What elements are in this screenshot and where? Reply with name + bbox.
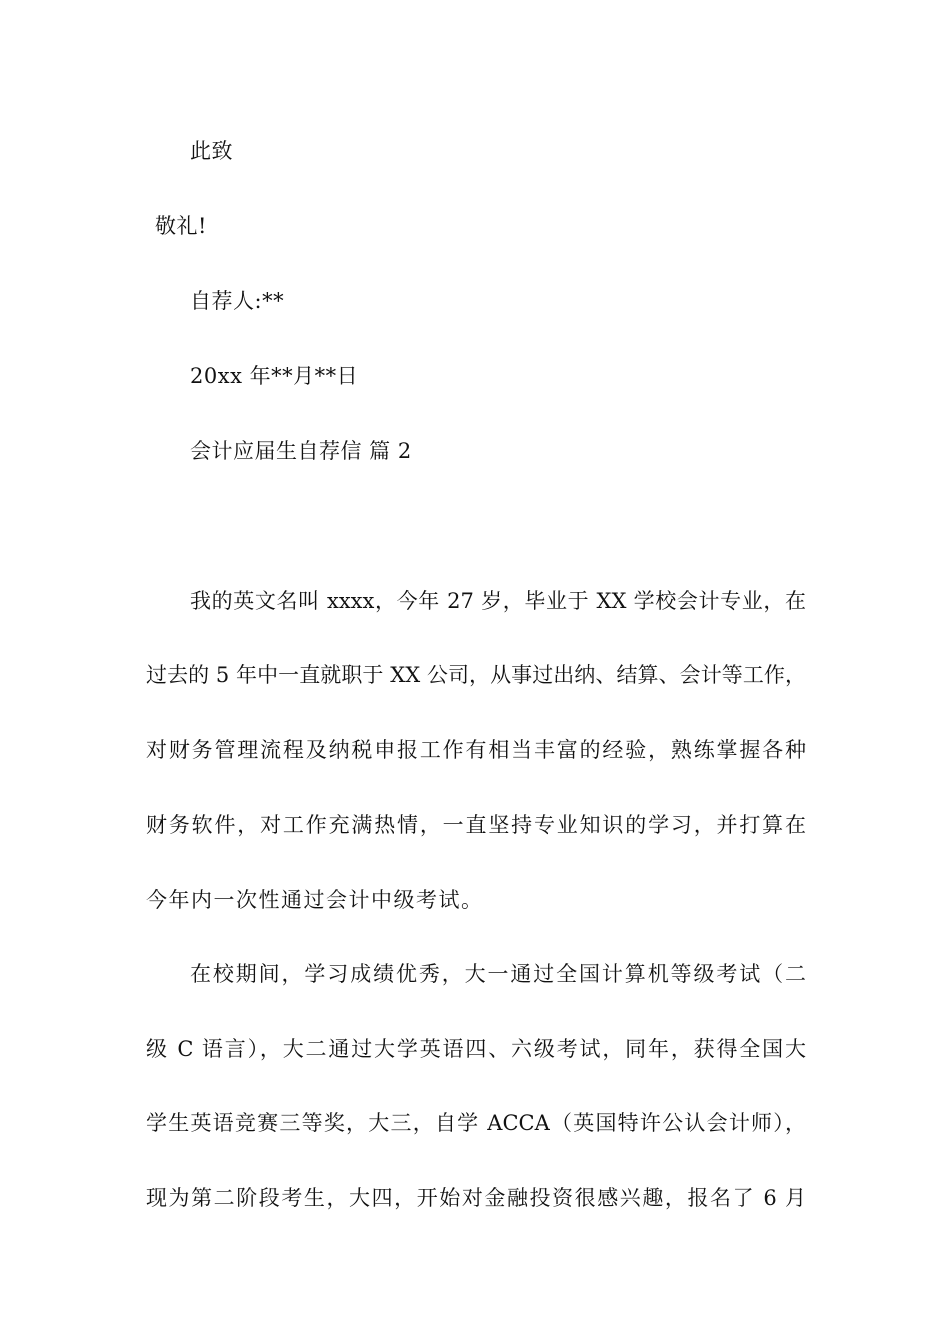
- paragraph-1-line-2: 过去的 5 年中一直就职于 XX 公司，从事过出纳、结算、会计等工作，: [146, 663, 806, 687]
- paragraph-1-line-5: 今年内一次性通过会计中级考试。: [146, 888, 484, 912]
- closing-respect: 敬礼!: [155, 214, 207, 238]
- paragraph-1-line-1: 我的英文名叫 xxxx，今年 27 岁，毕业于 XX 学校会计专业，在: [190, 589, 806, 613]
- paragraph-1-line-4: 财务软件，对工作充满热情，一直坚持专业知识的学习，并打算在: [146, 813, 806, 837]
- paragraph-2-line-2: 级 C 语言），大二通过大学英语四、六级考试，同年，获得全国大: [146, 1037, 806, 1061]
- date-line: 20xx 年**月**日: [190, 364, 359, 388]
- paragraph-2-line-1: 在校期间，学习成绩优秀，大一通过全国计算机等级考试（二: [190, 962, 806, 986]
- paragraph-1-line-3: 对财务管理流程及纳税申报工作有相当丰富的经验，熟练掌握各种: [146, 738, 806, 762]
- paragraph-2-line-4: 现为第二阶段考生，大四，开始对金融投资很感兴趣，报名了 6 月: [146, 1186, 806, 1210]
- paragraph-2-line-3: 学生英语竞赛三等奖，大三，自学 ACCA（英国特许公认会计师），: [146, 1111, 806, 1135]
- closing-salute: 此致: [190, 139, 233, 163]
- section-title: 会计应届生自荐信 篇 2: [190, 439, 412, 463]
- signer-line: 自荐人:**: [190, 289, 285, 313]
